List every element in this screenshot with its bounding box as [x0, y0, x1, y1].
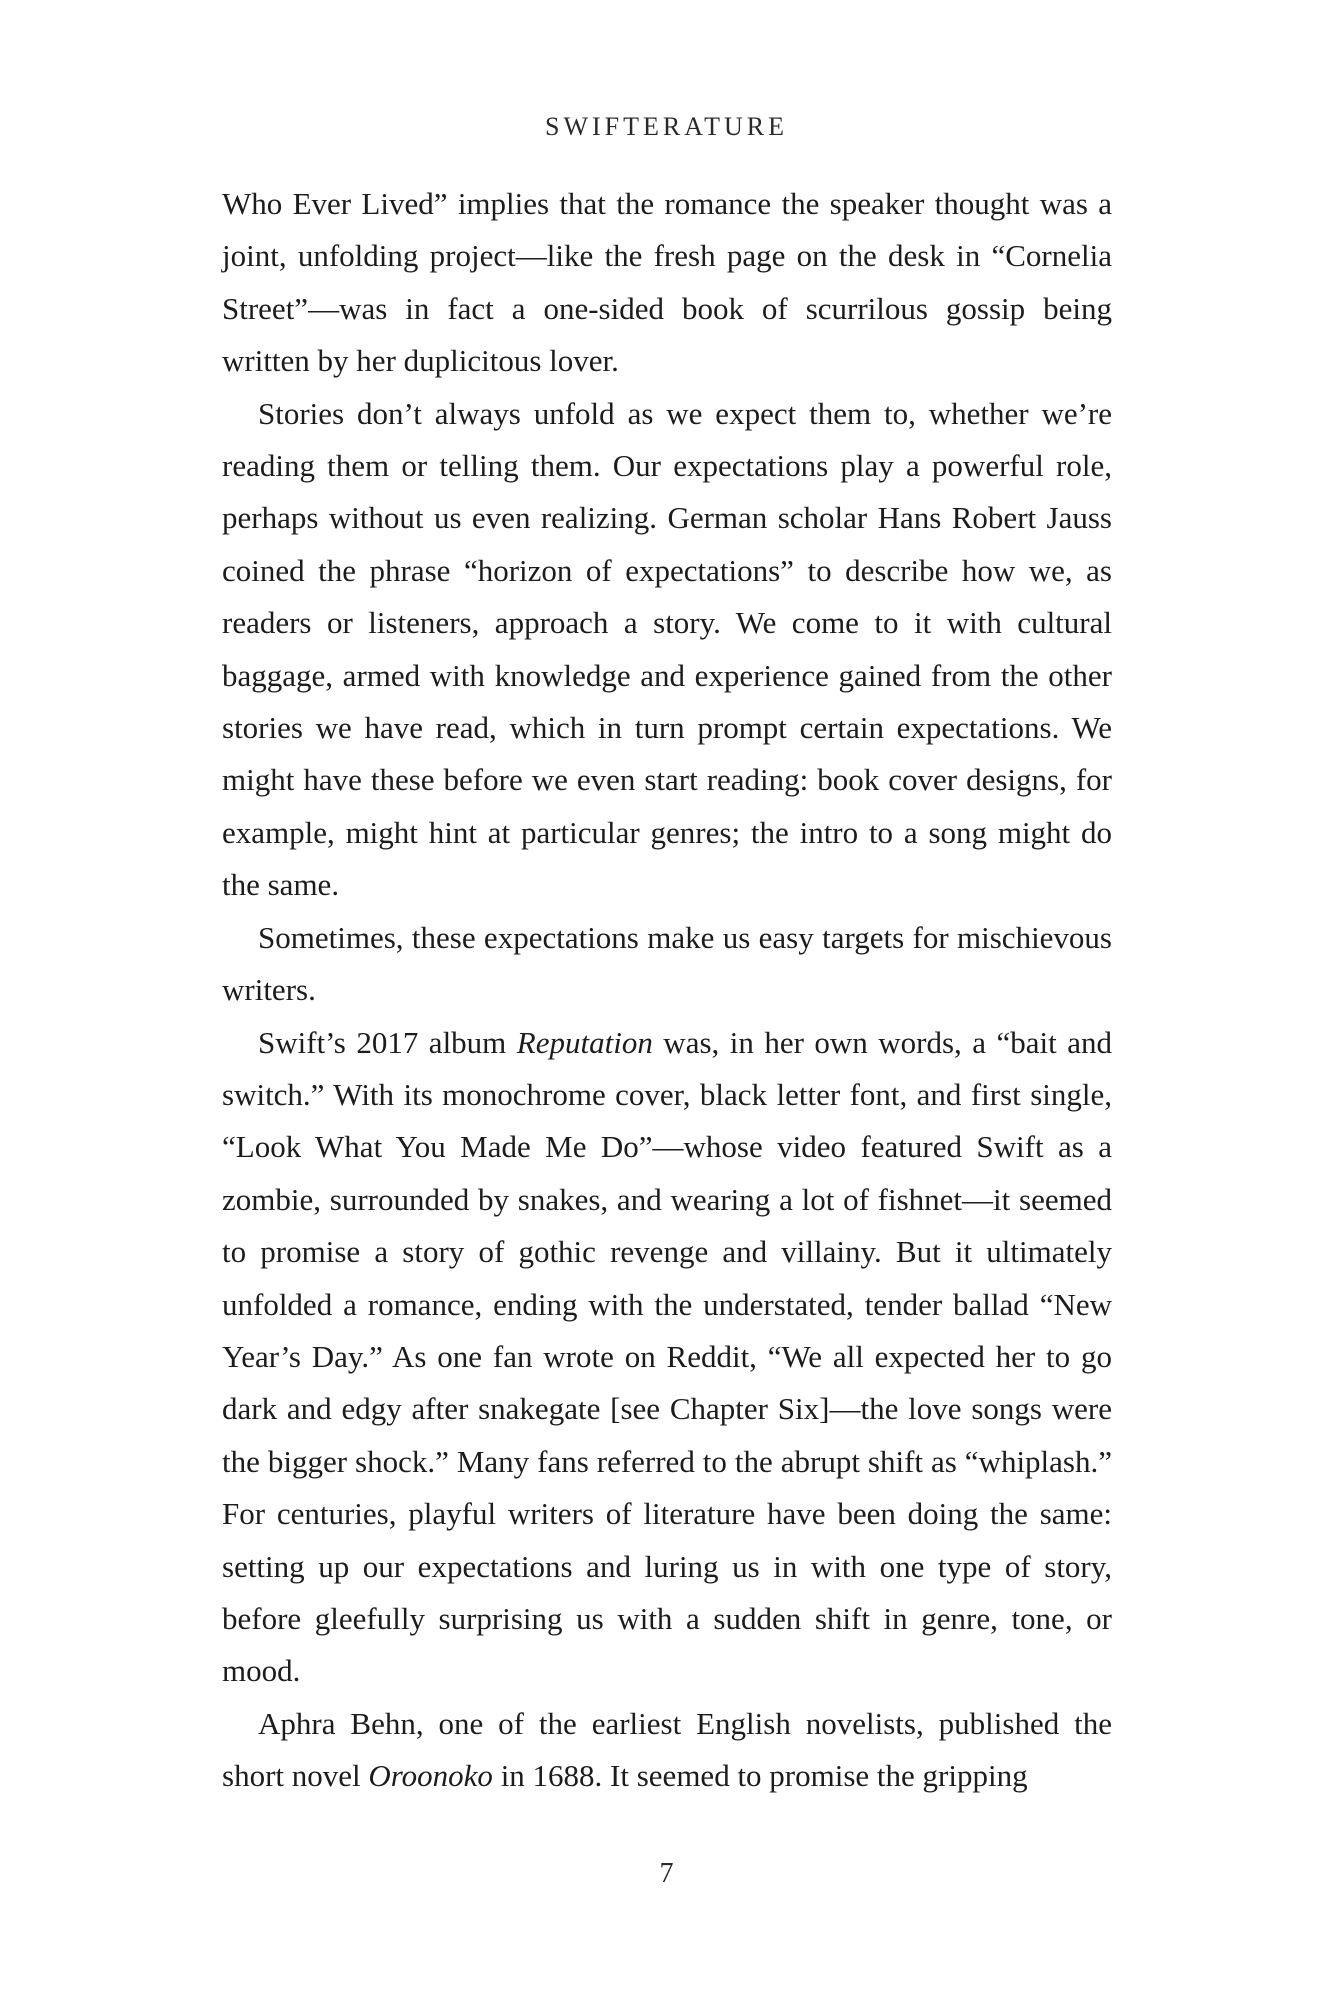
- paragraph-4-lead: Swift’s 2017 album: [258, 1024, 517, 1060]
- paragraph-5-rest: in 1688. It seemed to promise the gripping: [492, 1758, 1028, 1794]
- paragraph-3: Sometimes, these expectations make us easy targets for mischievous writers.: [222, 919, 1112, 1008]
- album-title: Reputation: [516, 1024, 653, 1060]
- paragraph-5: [222, 1698, 1112, 1803]
- paragraph-1: Who Ever Lived” implies that the romance the speaker thought was a joint, unfolding project—like the fresh page on the desk in “Cornelia Street”—was in fact a one-sided book of scurrilous gossip being written by her duplicitous lover.: [222, 186, 1112, 379]
- novel-title: Oroonoko: [368, 1758, 493, 1794]
- paragraph-4-rest: was, in her own words, a “bait and switch.” With its monochrome cover, black letter font, and first single, “Look What You Made Me Do”—whose video featured Swift as a zombie, surrounded by snakes, and wearing a lot of fishnet—it seemed to promise a story of gothic revenge and villainy. But it ultimately unfolded a romance, ending with the understated, tender ballad “New Year’s Day.” As one fan wrote on Reddit, “We all expected her to go dark and edgy after snakegate [see Chapter Six]—the love songs were the bigger shock.” Many fans referred to the abrupt shift as “whiplash.” For centuries, playful writers of literature have been doing the same: setting up our expectations and luring us in with one type of story, before gleefully surprising us with a sudden shift in genre, tone, or mood.: [222, 1024, 1112, 1689]
- running-head: SWIFTERATURE: [545, 112, 788, 141]
- paragraph-2: Stories don’t always unfold as we expect them to, whether we’re reading them or telling them. Our expectations play a powerful role, perhaps without us even realizing. German scholar Hans Robert Jauss coined the phrase “horizon of expectations” to describe how we, as readers or listeners, approach a story. We come to it with cultural baggage, armed with knowledge and experience gained from the other stories we have read, which in turn prompt certain expectations. We might have these before we even start reading: book cover designs, for example, might hint at particular genres; the intro to a song might do the same.: [222, 395, 1112, 903]
- page-number: 7: [659, 1858, 674, 1889]
- body-text: [222, 178, 1112, 1803]
- paragraph-4: [222, 1017, 1112, 1698]
- paragraph-5-lead: Aphra Behn, one of the earliest English novelists, published the short novel: [222, 1705, 1112, 1794]
